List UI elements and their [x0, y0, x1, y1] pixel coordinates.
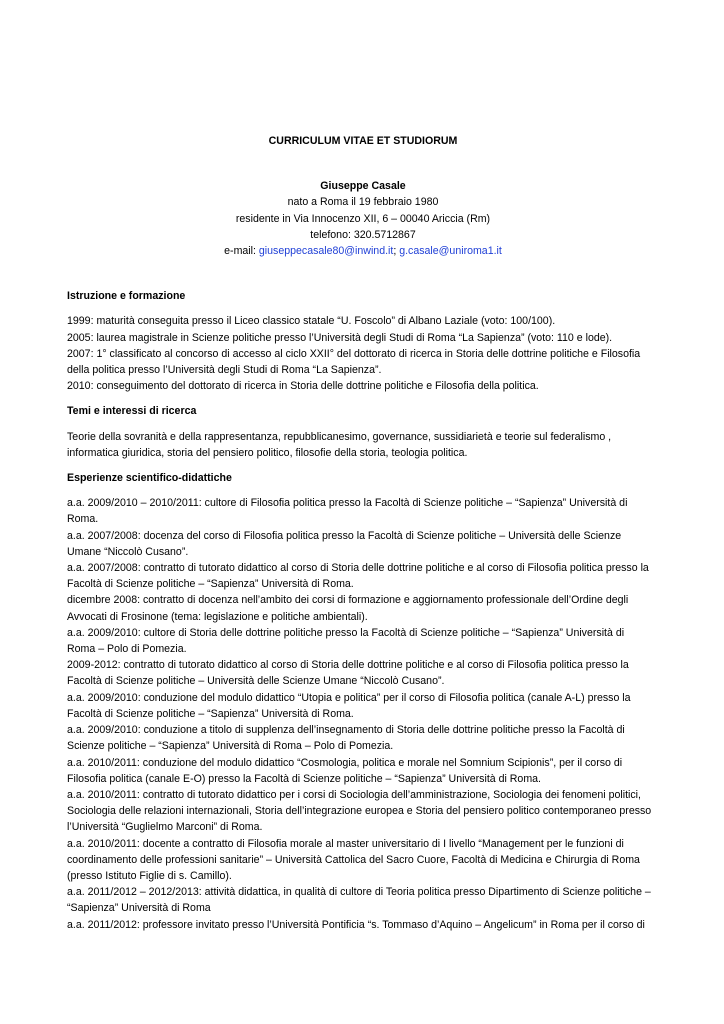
research-text: [67, 429, 659, 461]
research-section: [67, 403, 659, 461]
experience-line: Facoltà di Scienze politiche – “Sapienza” Università di Roma.: [67, 578, 354, 591]
education-heading: Istruzione e formazione: [67, 290, 186, 303]
education-section: [67, 288, 659, 394]
experience-line: a.a. 2009/2010: conduzione a titolo di supplenza dell’insegnamento di Storia delle dottrine politiche presso la Facoltà di: [67, 724, 625, 737]
email-separator: ;: [393, 245, 400, 258]
email-label: e-mail:: [224, 245, 259, 258]
experience-line: a.a. 2010/2011: docente a contratto di Filosofia morale al master universitario di I livello “Management per le funzioni di: [67, 837, 624, 850]
experience-line: a.a. 2011/2012: professore invitato presso l’Università Pontificia “s. Tommaso d’Aquino – Angelicum” in Roma per il corso di: [67, 918, 645, 931]
education-line: della politica presso l’Università degli Studi di Roma “La Sapienza”.: [67, 364, 382, 377]
education-line: 2005: laurea magistrale in Scienze politiche presso l’Università degli Studi di Roma “La Sapienza” (voto: 110 e lode).: [67, 331, 613, 344]
experience-line: Avvocati di Frosinone (tema: legislazione e politiche ambientali).: [67, 610, 368, 623]
experience-line: a.a. 2009/2010 – 2010/2011: cultore di Filosofia politica presso la Facoltà di Scienze politiche – “Sapienza” Università di: [67, 497, 628, 510]
experience-line: Facoltà di Scienze politiche – Università delle Scienze Umane “Niccolò Cusano”.: [67, 675, 445, 688]
experience-line: Sociologia delle relazioni internazionali, Storia dell’integrazione europea e Storia del pensiero politico contemporaneo presso: [67, 805, 652, 818]
email-link-2[interactable]: g.casale@uniroma1.it: [399, 245, 502, 258]
experience-line: coordinamento delle professioni sanitarie” – Università Cattolica del Sacro Cuore, Facoltà di Medicina e Chirurgia di Roma: [67, 853, 640, 866]
experience-line: l’Università “Guglielmo Marconi” di Roma.: [67, 821, 263, 834]
experience-line: 2009-2012: contratto di tutorato didattico al corso di Storia delle dottrine politiche e al corso di Filosofia politica presso la: [67, 659, 629, 672]
experience-line: Filosofia politica (canale E-O) presso la Facoltà di Scienze politiche – “Sapienza” Università di Roma.: [67, 772, 541, 785]
research-line: informatica giuridica, storia del pensiero politico, filosofie della storia, teologia politica.: [67, 446, 468, 459]
experience-line: a.a. 2010/2011: conduzione del modulo didattico “Cosmologia, politica e morale nel Somnium Scipionis”, per il corso di: [67, 756, 623, 769]
education-list: [67, 313, 659, 394]
person-name: Giuseppe Casale: [320, 180, 406, 193]
education-line: 1999: maturità conseguita presso il Liceo classico statale “U. Foscolo” di Albano Laziale (voto: 100/100).: [67, 315, 556, 328]
experience-line: a.a. 2009/2010: cultore di Storia delle dottrine politiche presso la Facoltà di Scienze politiche – “Sapienza” Università di: [67, 626, 625, 639]
experience-line: a.a. 2007/2008: contratto di tutorato didattico al corso di Storia delle dottrine politiche e al corso di Filosofia politica presso la: [67, 562, 649, 575]
education-line: 2007: 1° classificato al concorso di accesso al ciclo XXII° del dottorato di ricerca in Storia delle dottrine politiche e Filosofia: [67, 347, 641, 360]
experience-line: dicembre 2008: contratto di docenza nell’ambito dei corsi di formazione e aggiornamento professionale dell’Ordine degli: [67, 594, 629, 607]
experience-line: a.a. 2010/2011: contratto di tutorato didattico per i corsi di Sociologia dell’amministrazione, Sociologia dei fenomeni politici,: [67, 788, 641, 801]
experience-line: Roma – Polo di Pomezia.: [67, 643, 187, 656]
residence-info: residente in Via Innocenzo XII, 6 – 00040 Ariccia (Rm): [235, 212, 491, 225]
experience-line: a.a. 2009/2010: conduzione del modulo didattico “Utopia e politica” per il corso di Filosofia politica (canale A-L) presso la: [67, 691, 631, 704]
experience-line: “Sapienza” Università di Roma: [67, 902, 211, 915]
email-info: [67, 243, 659, 259]
experience-line: Facoltà di Scienze politiche – “Sapienza” Università di Roma.: [67, 707, 354, 720]
experience-heading: Esperienze scientifico-didattiche: [67, 472, 232, 485]
personal-info: [67, 178, 659, 259]
experience-list: [67, 495, 659, 932]
email-link-1[interactable]: giuseppecasale80@inwind.it: [258, 245, 394, 258]
experience-line: (presso Istituto Figlie di s. Camillo).: [67, 869, 232, 882]
phone-info: telefono: 320.5712867: [310, 228, 416, 241]
experience-section: [67, 470, 659, 933]
birth-info: nato a Roma il 19 febbraio 1980: [287, 196, 439, 209]
education-line: 2010: conseguimento del dottorato di ricerca in Storia delle dottrine politiche e Filosofia della politica.: [67, 380, 539, 393]
experience-line: a.a. 2007/2008: docenza del corso di Filosofia politica presso la Facoltà di Scienze politiche – Università delle Scienze: [67, 529, 622, 542]
experience-line: Scienze politiche – “Sapienza” Università di Roma – Polo di Pomezia.: [67, 740, 394, 753]
research-heading: Temi e interessi di ricerca: [67, 405, 197, 418]
research-line: Teorie della sovranità e della rappresentanza, repubblicanesimo, governance, sussidiarietà e teorie sul federalismo ,: [67, 430, 612, 443]
experience-line: a.a. 2011/2012 – 2012/2013: attività didattica, in qualità di cultore di Teoria politica presso Dipartimento di Scienze politiche –: [67, 886, 651, 899]
experience-line: Umane “Niccolò Cusano”.: [67, 545, 189, 558]
cv-document: [67, 133, 659, 933]
experience-line: Roma.: [67, 513, 99, 526]
document-title: CURRICULUM VITAE ET STUDIORUM: [268, 135, 458, 147]
